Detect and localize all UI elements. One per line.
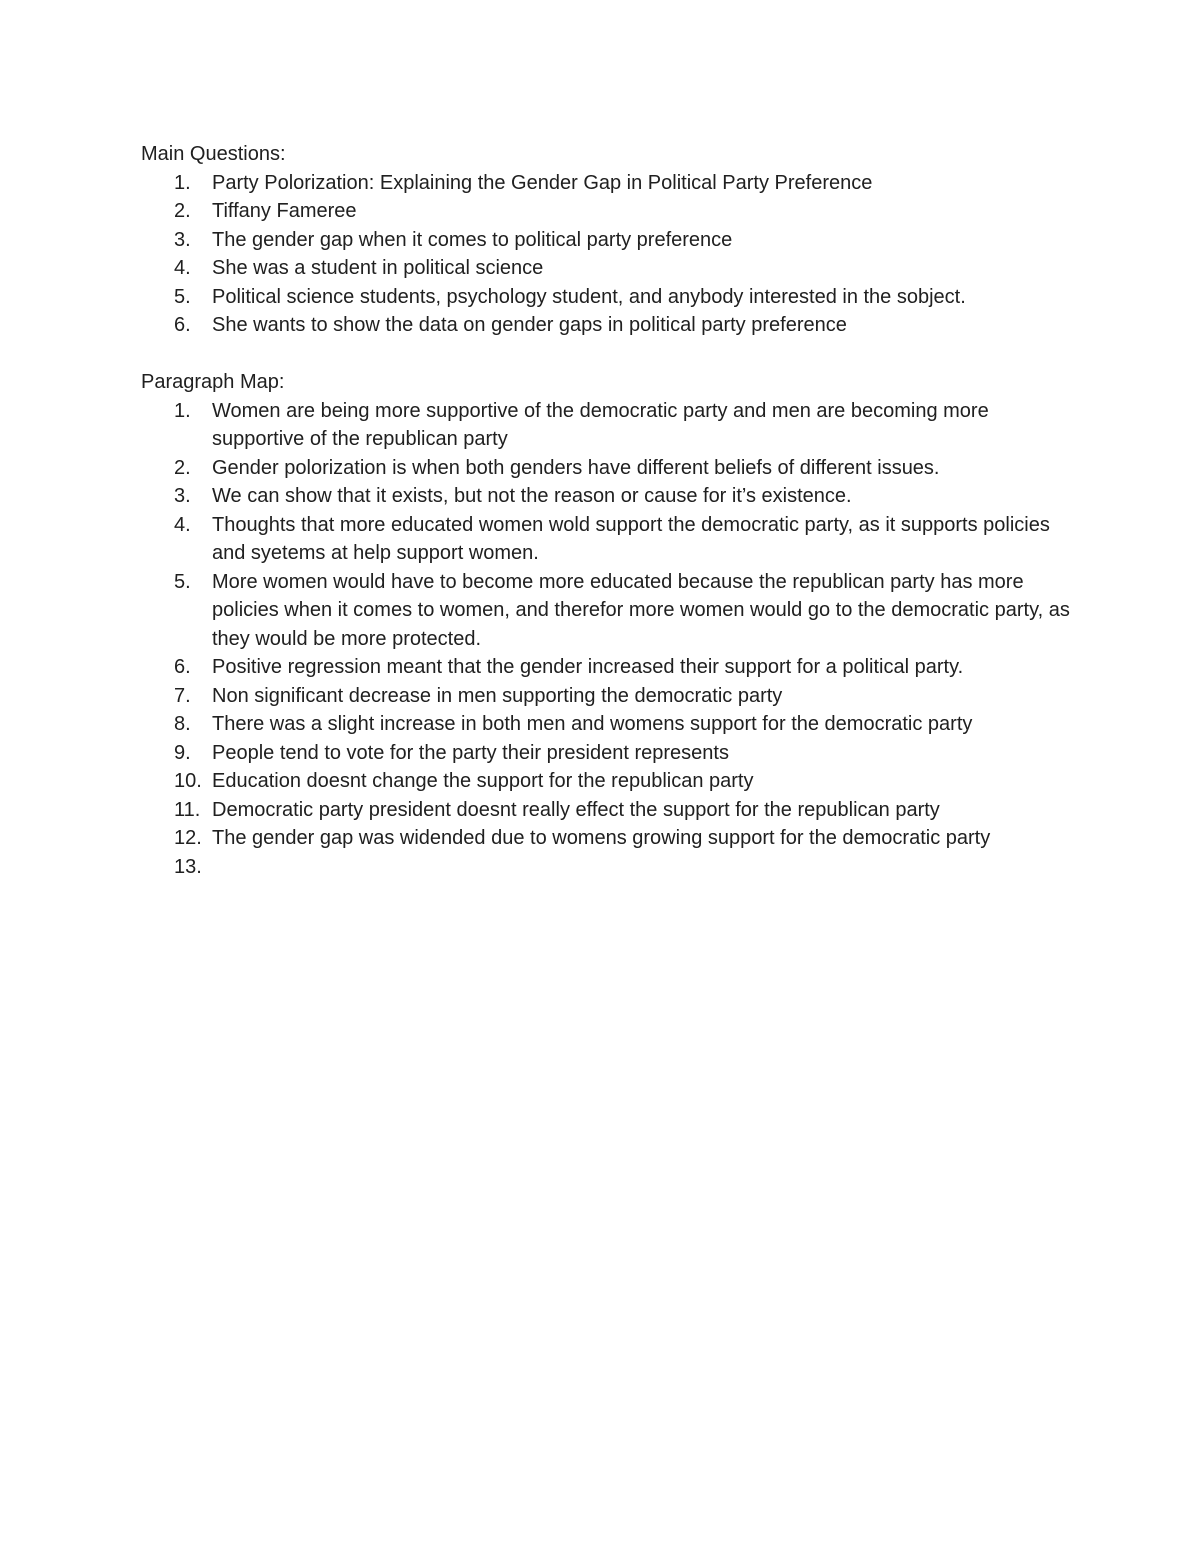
item-number: 13. xyxy=(174,855,202,878)
list-item xyxy=(141,454,1071,483)
item-number: 9. xyxy=(174,741,191,764)
item-text: The gender gap when it comes to political party preference xyxy=(212,228,733,251)
item-text: There was a slight increase in both men and womens support for the democratic party xyxy=(212,713,973,735)
item-text: Gender polorization is when both genders have different beliefs of different issues. xyxy=(212,456,940,479)
list-item xyxy=(141,226,1071,255)
item-text: The gender gap was widended due to womens growing support for the democratic party xyxy=(212,827,991,849)
list-item xyxy=(141,197,1071,226)
item-number: 5. xyxy=(174,570,191,593)
item-text: Democratic party president doesnt really effect the support for the republican party xyxy=(212,798,940,821)
item-text: We can show that it exists, but not the reason or cause for it’s existence. xyxy=(212,485,852,507)
main-questions-heading: Main Questions: xyxy=(141,143,286,165)
item-text: Thoughts that more educated women wold support the democratic party, as it supports policies and syetems at help support women. xyxy=(212,513,1050,564)
main-questions-section xyxy=(141,140,1071,340)
paragraph-map-section xyxy=(141,368,1071,878)
item-number: 3. xyxy=(174,228,191,251)
list-item xyxy=(141,283,1071,312)
item-text: Women are being more supportive of the democratic party and men are becoming more supportive of the republican party xyxy=(212,399,989,450)
item-number: 5. xyxy=(174,285,191,308)
list-item xyxy=(141,653,1071,682)
list-item xyxy=(141,397,1071,454)
item-number: 8. xyxy=(174,713,191,735)
paragraph-map-list xyxy=(141,397,1071,878)
item-number: 6. xyxy=(174,314,191,336)
list-item xyxy=(141,682,1071,711)
item-number: 2. xyxy=(174,200,191,222)
list-item xyxy=(141,568,1071,654)
list-item xyxy=(141,482,1071,511)
item-number: 1. xyxy=(174,171,191,194)
item-number: 3. xyxy=(174,485,191,507)
item-number: 4. xyxy=(174,257,191,279)
list-item xyxy=(141,311,1071,340)
list-item xyxy=(141,710,1071,739)
list-item xyxy=(141,739,1071,768)
item-number: 10. xyxy=(174,770,202,792)
list-item xyxy=(141,767,1071,796)
main-questions-list xyxy=(141,169,1071,340)
item-number: 7. xyxy=(174,684,191,707)
item-text: Education doesnt change the support for the republican party xyxy=(212,770,754,792)
document-page xyxy=(141,140,1071,878)
list-item xyxy=(141,796,1071,825)
item-text: Political science students, psychology student, and anybody interested in the sobject. xyxy=(212,285,966,308)
item-text: More women would have to become more educated because the republican party has more policies when it comes to women, and therefor more women would go to the democratic party, as they would be more protected. xyxy=(212,570,1070,650)
item-number: 11. xyxy=(174,798,201,821)
item-text: Tiffany Fameree xyxy=(212,200,357,222)
list-item xyxy=(141,169,1071,198)
item-text: Positive regression meant that the gender increased their support for a political party. xyxy=(212,656,964,678)
item-number: 12. xyxy=(174,827,202,849)
item-number: 4. xyxy=(174,513,191,536)
item-text: She was a student in political science xyxy=(212,257,544,279)
item-number: 1. xyxy=(174,399,191,422)
list-item xyxy=(141,824,1071,853)
list-item xyxy=(141,511,1071,568)
item-number: 6. xyxy=(174,656,191,678)
list-item xyxy=(141,254,1071,283)
item-text: People tend to vote for the party their president represents xyxy=(212,741,729,764)
item-text: She wants to show the data on gender gaps in political party preference xyxy=(212,314,847,336)
item-number: 2. xyxy=(174,456,191,479)
paragraph-map-heading: Paragraph Map: xyxy=(141,371,285,393)
item-text: Non significant decrease in men supporting the democratic party xyxy=(212,684,783,707)
item-text: Party Polorization: Explaining the Gender Gap in Political Party Preference xyxy=(212,171,873,194)
